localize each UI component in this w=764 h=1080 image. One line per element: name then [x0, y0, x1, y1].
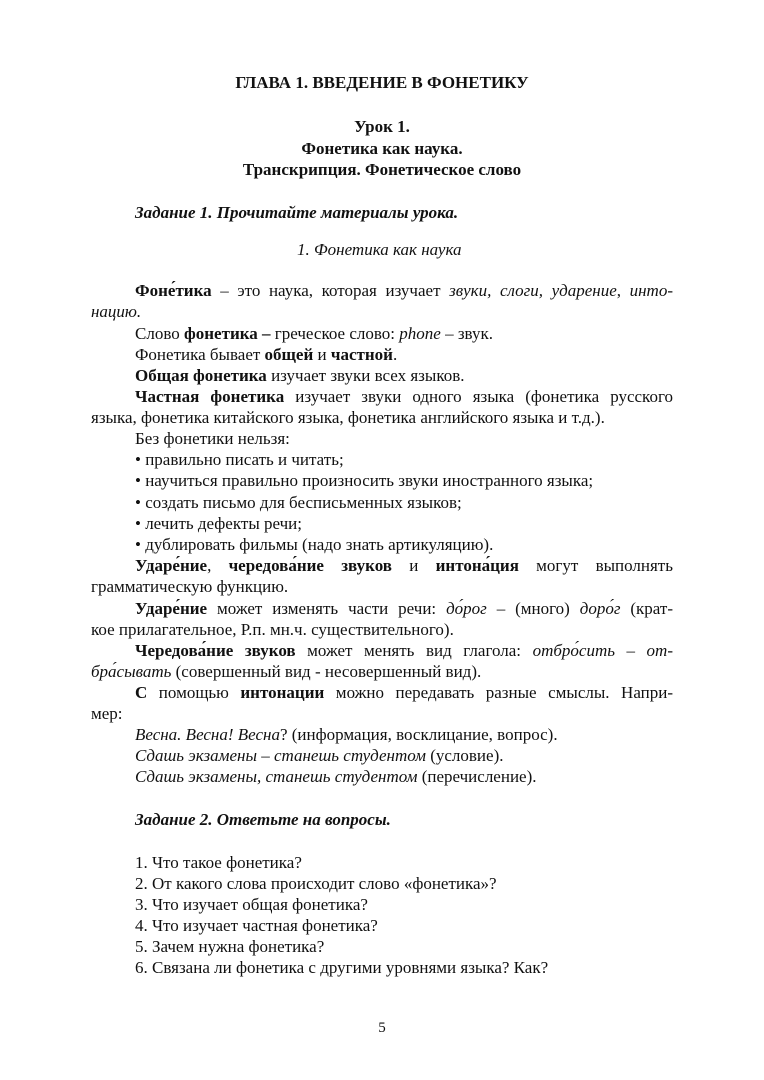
term-phonetics: Фоне́тика: [135, 281, 212, 300]
paragraph-particular-phonetics-cont: языка, фонетика китайского языка, фонетика английского языка и т.д.).: [91, 408, 605, 427]
question-item: 2. От какого слова происходит слово «фонетика»?: [135, 874, 497, 893]
task-2-heading: Задание 2. Ответьте на вопросы.: [135, 810, 391, 829]
question-item: 1. Что такое фонетика?: [135, 853, 302, 872]
paragraph-without-phonetics: Без фонетики нельзя:: [135, 429, 290, 448]
example-line: Сдашь экзамены – станешь студентом (условие).: [135, 746, 504, 765]
list-item: • дублировать фильмы (надо знать артикуляцию).: [135, 535, 494, 554]
paragraph-general-phonetics: Общая фонетика изучает звуки всех языков.: [135, 366, 465, 385]
paragraph-word-origin: Слово фонетика – греческое слово: phone – звук.: [135, 324, 493, 343]
paragraph-alternation-cont: бра́сывать (совершенный вид - несовершенный вид).: [91, 662, 482, 681]
lesson-title-line-1: Фонетика как наука.: [301, 139, 463, 158]
paragraph-particular-phonetics: Частная фонетика изучает звуки одного языка (фонетика русского: [135, 387, 674, 406]
paragraph-grammatical-function: Ударе́ние, чередова́ние звуков и интона́ция могут выполнять: [135, 556, 673, 575]
example-line: Весна. Весна! Весна? (информация, восклицание, вопрос).: [135, 725, 558, 744]
task-1-heading: Задание 1. Прочитайте материалы урока.: [135, 203, 459, 222]
paragraph-stress-cont: кое прилагательное, Р.п. мн.ч. существительного).: [91, 620, 454, 639]
paragraph-alternation: Чередова́ние звуков может менять вид глагола: отбро́сить – от-: [135, 641, 673, 660]
example-line: Сдашь экзамены, станешь студентом (перечисление).: [135, 767, 537, 786]
question-item: 4. Что изучает частная фонетика?: [135, 916, 378, 935]
paragraph-types: Фонетика бывает общей и частной.: [135, 345, 398, 364]
question-item: 6. Связана ли фонетика с другими уровнями языка? Как?: [135, 958, 549, 977]
paragraph-definition: Фоне́тика – это наука, которая изучает звуки, слоги, ударение, инто-: [135, 281, 673, 300]
chapter-title: ГЛАВА 1. ВВЕДЕНИЕ В ФОНЕТИКУ: [235, 73, 529, 92]
list-item: • правильно писать и читать;: [135, 450, 344, 469]
paragraph-intonation-cont: мер:: [91, 704, 123, 723]
lesson-number: Урок 1.: [354, 117, 410, 136]
paragraph-intonation: С помощью интонации можно передавать разные смыслы. Напри-: [135, 683, 673, 702]
list-item: • лечить дефекты речи;: [135, 514, 302, 533]
page-number: 5: [378, 1020, 386, 1036]
phonetics-items: звуки, слоги, ударение: [449, 281, 617, 300]
paragraph-definition-cont: нацию.: [91, 302, 142, 321]
paragraph-grammatical-function-cont: грамматическую функцию.: [91, 577, 289, 596]
list-item: • создать письмо для бесписьменных языков;: [135, 493, 462, 512]
lesson-title-line-2: Транскрипция. Фонетическое слово: [242, 160, 522, 179]
section-1-title: 1. Фонетика как наука: [297, 240, 462, 259]
list-item: • научиться правильно произносить звуки иностранного языка;: [135, 471, 594, 490]
paragraph-stress: Ударе́ние может изменять части речи: до́рог – (много) доро́г (крат-: [135, 599, 673, 618]
question-item: 3. Что изучает общая фонетика?: [135, 895, 368, 914]
question-item: 5. Зачем нужна фонетика?: [135, 937, 325, 956]
